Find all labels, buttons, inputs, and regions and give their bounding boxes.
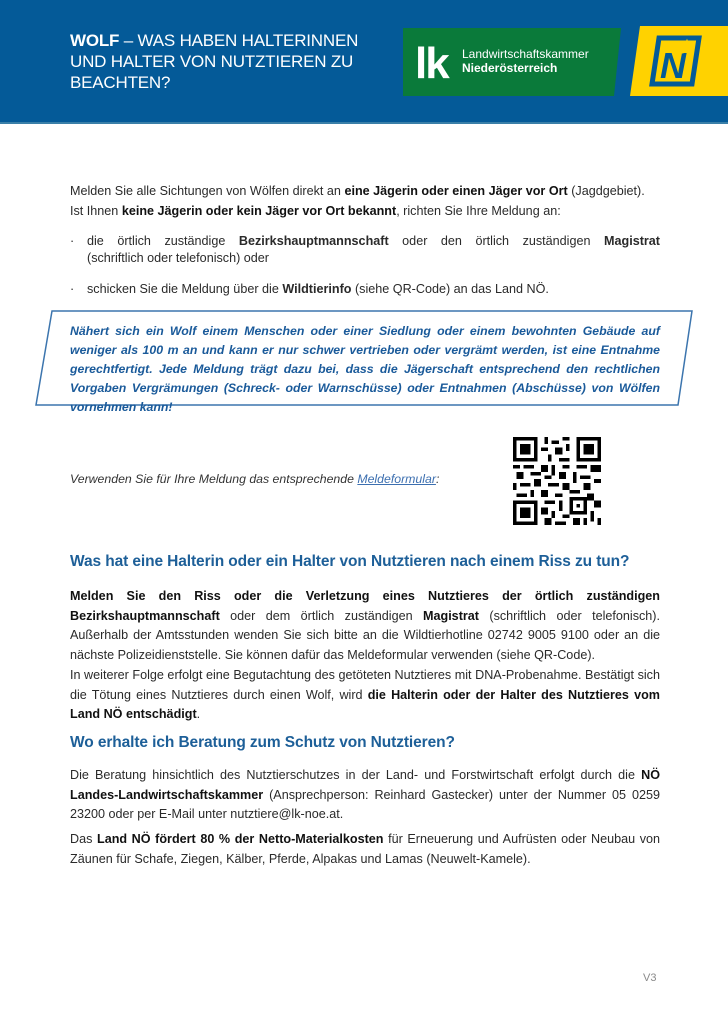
bullet-icon: · [70, 282, 75, 296]
intro-line2: Ist Ihnen keine Jägerin oder kein Jäger vor Ort bekannt, richten Sie Ihre Meldung an: [70, 203, 561, 218]
intro-line1: Melden Sie alle Sichtungen von Wölfen direkt an eine Jägerin oder einen Jäger vor Ort (Jagdgebiet). [70, 184, 645, 198]
lk-logo-line2: Niederösterreich [462, 61, 558, 75]
list-item [70, 232, 660, 272]
title-bold: WOLF [70, 31, 120, 50]
lk-mark: lk [415, 39, 448, 88]
section-heading: Wo erhalte ich Beratung zum Schutz von Nutztieren? [70, 734, 455, 751]
section2-paragraph1: Die Beratung hinsichtlich des Nutztierschutzes in der Land- und Forstwirtschaft erfolgt durch die NÖ Landes-Landwirtschaftskammer (Ansprechperson: Reinhard Gastecker) unter der Nummer 05 0259 23200 oder per E-Mail unter nutztiere@lk-noe.at. [70, 768, 660, 821]
bullet-text: schicken Sie die Meldung über die Wildtierinfo (siehe QR-Code) an das Land NÖ. [87, 282, 549, 296]
intro-paragraph [70, 182, 660, 221]
list-item [70, 280, 660, 300]
bullet-text-line2: (schriftlich oder telefonisch) oder [87, 251, 269, 265]
bullet-text-line1: die örtlich zuständige Bezirkshauptmannschaft oder den örtlich zuständigen Magistrat [87, 234, 660, 248]
section1-paragraph2: In weiterer Folge erfolgt eine Begutachtung des getöteten Nutztieres mit DNA-Probenahme. Bestätigt sich die Tötung eines Nutztieres durch einen Wolf, wird die Halterin oder der Halter des Nutztieres vom Land NÖ entschädigt. [70, 668, 660, 721]
qr-code-icon[interactable] [513, 437, 601, 525]
section1-paragraph1: Melden Sie den Riss oder die Verletzung eines Nutztieres der örtlich zuständigen Bezirkshauptmannschaft oder dem örtlich zuständigen Magistrat (schriftlich oder telefonisch). Außerhalb der Amtsstunden wenden Sie sich bitte an die Wildtierhotline 02742 9005 9100 oder an die nächste Polizeidienststelle. Sie können dafür das Meldeformular verwenden (siehe QR-Code). [70, 589, 660, 662]
header-banner [0, 0, 728, 124]
meldeformular-text: Verwenden Sie für Ihre Meldung das entsprechende [70, 472, 358, 486]
title-rest: – WAS HABEN HALTERINNEN UND HALTER VON NUTZTIEREN ZU BEACHTEN? [70, 31, 359, 92]
section-heading: Was hat eine Halterin oder ein Halter von Nutztieren nach einem Riss zu tun? [70, 553, 630, 570]
meldeformular-suffix: : [435, 472, 440, 486]
notice-text: Nähert sich ein Wolf einem Menschen oder einer Siedlung oder einem bewohnten Gebäude auf weniger als 100 m an und kann er nur schwer vertrieben oder vergrämt werden, ist eine Entnahme gerechtfertigt. Jede Meldung trägt dazu bei, dass die Jägerschaft entsprechend den rechtlichen Vorgaben Vergrämungen (Schreck- oder Warnschüsse) oder Entnahmen (Abschüsse) von Wölfen vornehmen kann! [70, 324, 660, 414]
meldeformular-link[interactable]: Meldeformular [357, 472, 436, 486]
noe-mark: N [660, 45, 686, 86]
bullet-icon: · [70, 234, 75, 248]
lk-logo-line1: Landwirtschaftskammer [462, 47, 589, 61]
noe-logo [630, 26, 728, 98]
page-title [70, 30, 390, 93]
meldeformular-line [70, 472, 439, 486]
version-label: V3 [643, 972, 657, 984]
section2-paragraph2: Das Land NÖ fördert 80 % der Netto-Materialkosten für Erneuerung und Aufrüsten oder Neubau von Zäunen für Schafe, Ziegen, Kälber, Pferde, Alpakas und Lamas (Neuwelt-Kamele). [70, 832, 660, 866]
lk-logo-text [462, 47, 589, 75]
